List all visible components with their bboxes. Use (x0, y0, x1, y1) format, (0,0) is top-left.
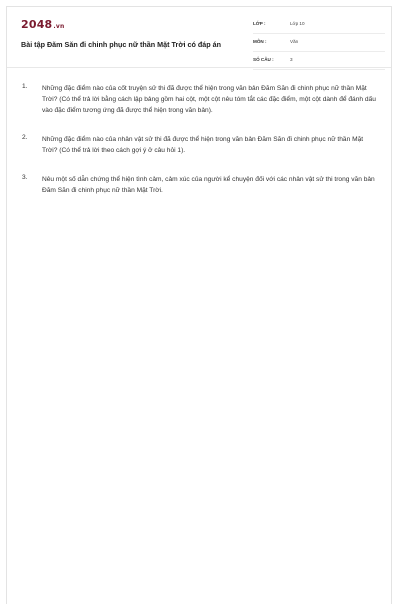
question-item (22, 174, 378, 196)
document-title: Bài tập Đăm Săn đi chinh phục nữ thần Mặt Trời có đáp án (21, 40, 222, 49)
meta-value: Văn (290, 39, 299, 44)
question-text: Những đặc điểm nào của nhân vật sử thi đã được thể hiện trong văn bản Đăm Săn đi chinh phục nữ thần Mặt Trời? (Có thể trả lời theo cách gợi ý ở câu hỏi 1). (42, 136, 364, 154)
meta-label: LỚP : (253, 21, 266, 26)
question-number: 2. (22, 134, 28, 141)
meta-label: SỐ CÂU : (253, 57, 274, 62)
meta-row-class (253, 18, 385, 34)
logo-main: 2048 (21, 18, 53, 31)
question-number: 3. (22, 174, 28, 181)
logo-tld: .vn (53, 23, 65, 30)
question-item (22, 83, 378, 116)
question-number: 1. (22, 83, 28, 90)
site-logo[interactable] (21, 18, 64, 31)
question-list (22, 83, 378, 214)
document-page (6, 6, 392, 604)
question-item (22, 134, 378, 156)
document-header (7, 7, 391, 68)
meta-value: Lớp 10 (290, 21, 305, 26)
question-text: Những đặc điểm nào của cốt truyện sử thi đã được thể hiện trong văn bản Đăm Săn đi chinh phục nữ thần Mặt Trời? (Có thể trả lời bằng cách lập bảng gồm hai cột, một cột nêu tóm tắt các đặc điểm, một cột dành để đánh dấu vào đặc điểm tương ứng đã được thể hiện trong văn bản). (42, 85, 376, 114)
meta-label: MÔN : (253, 39, 267, 44)
question-text: Nêu một số dẫn chứng thể hiện tình cảm, cảm xúc của người kể chuyện đối với các nhân vật sử thi trong văn bản Đăm Săn đi chinh phục nữ thần Mặt Trời. (42, 176, 375, 194)
meta-row-question-count (253, 54, 385, 70)
meta-value: 3 (290, 57, 293, 62)
document-meta (253, 18, 385, 72)
meta-row-subject (253, 36, 385, 52)
